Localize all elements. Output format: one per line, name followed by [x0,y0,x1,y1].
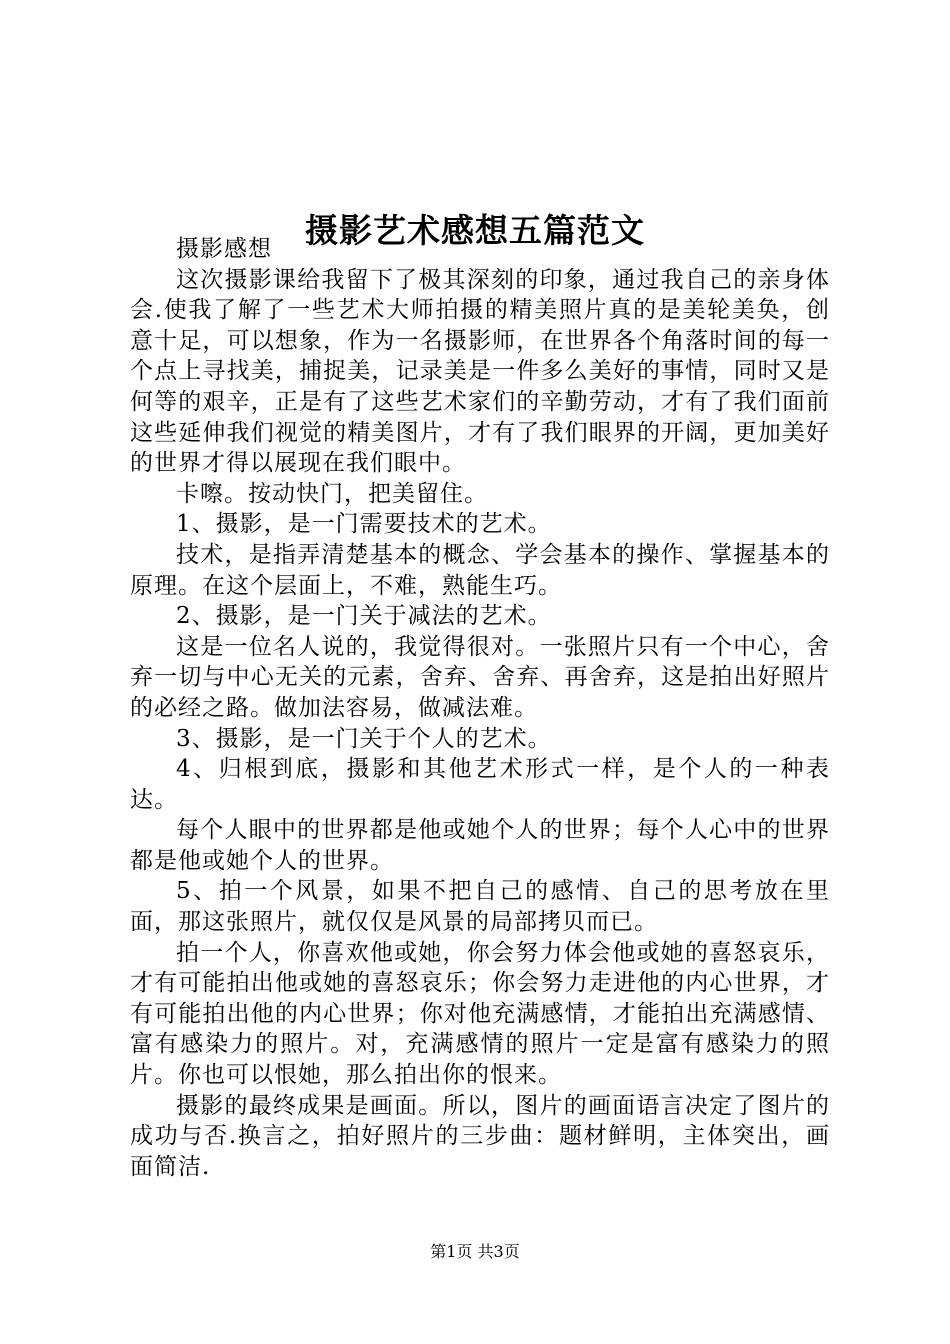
paragraph: 卡嚓。按动快门，把美留住。 [176,480,488,507]
paragraph: 摄影的最终成果是画面。所以，图片的画面语言决定了图片的成功与否.换言之，拍好照片的三步曲：题材鲜明，主体突出，画面简洁. [130,1092,830,1180]
paragraph: 这次摄影课给我留下了极其深刻的印象，通过我自己的亲身体会.使我了解了一些艺术大师拍摄的精美照片真的是美轮美奂，创意十足，可以想象，作为一名摄影师，在世界各个角落时间的每一个点上寻找美，捕捉美，记录美是一件多么美好的事情，同时又是何等的艰辛，正是有了这些艺术家们的辛勤劳动，才有了我们面前这些延伸我们视觉的精美图片，才有了我们眼界的开阔，更加美好的世界才得以展现在我们眼中。 [130,266,830,477]
paragraph: 4、归根到底，摄影和其他艺术形式一样，是个人的一种表达。 [130,756,830,813]
paragraph: 这是一位名人说的，我觉得很对。一张照片只有一个中心，舍弃一切与中心无关的元素，舍弃、舍弃、再舍弃，这是拍出好照片的必经之路。做加法容易，做减法难。 [130,633,830,721]
paragraph: 摄影感想 [176,236,272,262]
document-title: 摄影艺术感想五篇范文 [305,211,645,251]
document-body [130,234,830,1182]
paragraph: 5、拍一个风景，如果不把自己的感情、自己的思考放在里面，那这张照片，就仅仅是风景的局部拷贝而已。 [130,878,830,936]
paragraph: 2、摄影，是一门关于减法的艺术。 [176,603,552,630]
paragraph: 3、摄影，是一门关于个人的艺术。 [176,725,552,752]
page-footer: 第1页 共3页 [430,1242,520,1261]
paragraph: 1、摄影，是一门需要技术的艺术。 [176,511,552,538]
paragraph: 技术，是指弄清楚基本的概念、学会基本的操作、掌握基本的原理。在这个层面上，不难，熟能生巧。 [130,541,830,599]
paragraph: 拍一个人，你喜欢他或她，你会努力体会他或她的喜怒哀乐，才有可能拍出他或她的喜怒哀乐；你会努力走进他的内心世界，才有可能拍出他的内心世界；你对他充满感情，才能拍出充满感情、富有感染力的照片。对，充满感情的照片一定是富有感染力的照片。你也可以恨她，那么拍出你的恨来。 [130,939,830,1089]
paragraph: 每个人眼中的世界都是他或她个人的世界；每个人心中的世界都是他或她个人的世界。 [130,817,830,874]
